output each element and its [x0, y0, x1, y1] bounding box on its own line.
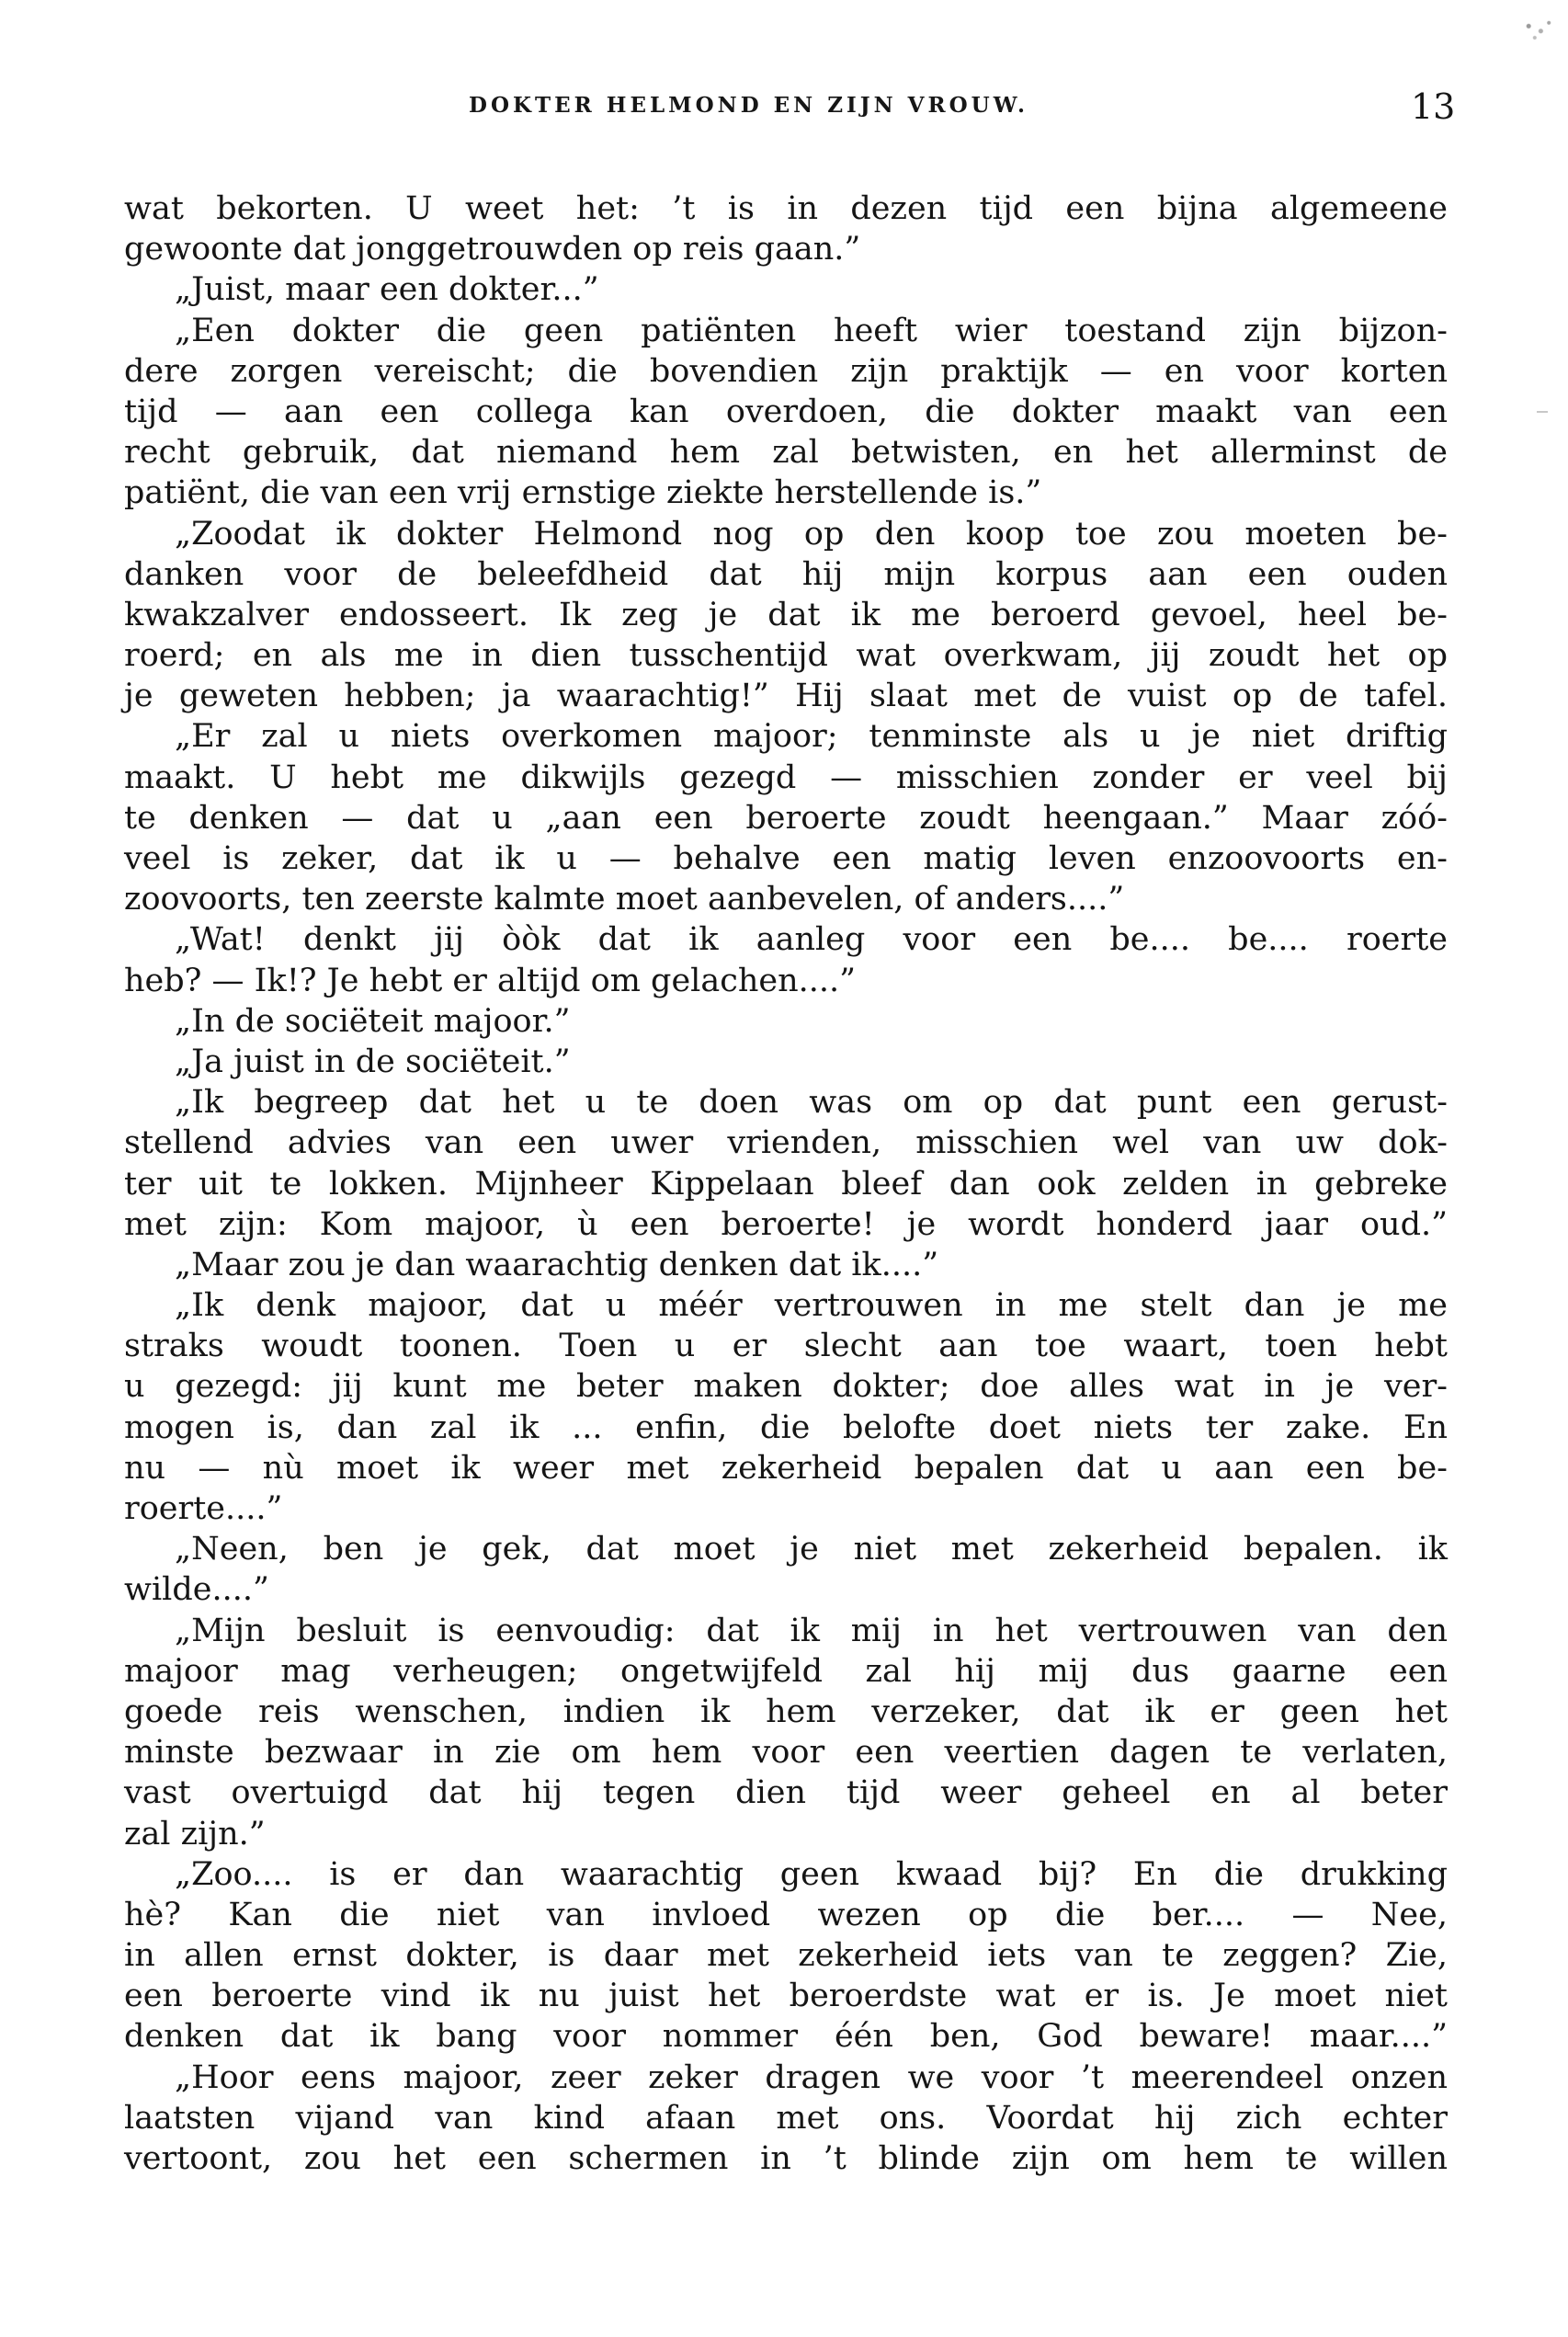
running-title: DOKTER HELMOND EN ZIJN VROUW. [469, 93, 1028, 118]
text-line: je geweten hebben; ja waarachtig!” Hij slaat met de vuist op de tafel. [124, 678, 1448, 715]
text-line: „Er zal u niets overkomen majoor; tenminste als u je niet driftig [175, 718, 1448, 756]
text-line: „Wat! denkt jij òòk dat ik aanleg voor een be.... be.... roerte [175, 921, 1448, 959]
text-line: danken voor de beleefdheid dat hij mijn korpus aan een ouden [124, 555, 1448, 593]
text-line: zal zijn.” [124, 1815, 266, 1852]
text-line: hè? Kan die niet van invloed wezen op die ber.... — Nee, [124, 1896, 1448, 1933]
text-line: „Zoo.... is er dan waarachtig geen kwaad bij? En die drukking [175, 1855, 1448, 1893]
text-line: maakt. U hebt me dikwijls gezegd — misschien zonder er veel bij [124, 758, 1448, 796]
text-line: „Ik begreep dat het u te doen was om op dat punt een gerust- [175, 1084, 1448, 1122]
print-speck [1517, 13, 1557, 46]
text-line: „Een dokter die geen patiënten heeft wier toestand zijn bijzon- [175, 312, 1448, 349]
page-number: 13 [1411, 86, 1456, 127]
text-line: „Neen, ben je gek, dat moet je niet met zekerheid bepalen. ik [175, 1531, 1448, 1568]
text-line: roerte....” [124, 1490, 283, 1527]
text-line: straks woudt toonen. Toen u er slecht aan toe waart, toen hebt [124, 1328, 1448, 1365]
text-line: „Hoor eens majoor, zeer zeker dragen we voor ’t meerendeel onzen [175, 2058, 1448, 2096]
text-line: een beroerte vind ik nu juist het beroerdste wat er is. Je moet niet [124, 1978, 1448, 2015]
text-line: in allen ernst dokter, is daar met zekerheid iets van te zeggen? Zie, [124, 1937, 1448, 1975]
text-line: ter uit te lokken. Mijnheer Kippelaan bleef dan ook zelden in gebreke [124, 1165, 1448, 1203]
text-line: „Zoodat ik dokter Helmond nog op den koop toe zou moeten be- [175, 515, 1448, 553]
body-text [124, 188, 1448, 2179]
text-line: roerd; en als me in dien tusschentijd wat overkwam, jij zoudt het op [124, 637, 1448, 675]
text-line: u gezegd: jij kunt me beter maken dokter; doe alles wat in je ver- [124, 1368, 1448, 1406]
text-line: mogen is, dan zal ik ... enfin, die belofte doet niets ter zake. En [124, 1408, 1448, 1446]
text-line: wat bekorten. U weet het: ’t is in dezen tijd een bijna algemeene [124, 190, 1448, 227]
text-line: met zijn: Kom majoor, ù een beroerte! je wordt honderd jaar oud.” [124, 1205, 1448, 1243]
text-line: „Mijn besluit is eenvoudig: dat ik mij in het vertrouwen van den [175, 1612, 1448, 1649]
text-line: nu — nù moet ik weer met zekerheid bepalen dat u aan een be- [124, 1449, 1448, 1487]
text-line: majoor mag verheugen; ongetwijfeld zal hij mij dus gaarne een [124, 1652, 1448, 1690]
text-line: denken dat ik bang voor nommer één ben, God beware! maar....” [124, 2018, 1448, 2056]
text-line: te denken — dat u „aan een beroerte zoudt heengaan.” Maar zóó- [124, 799, 1448, 837]
text-line: gewoonte dat jonggetrouwden op reis gaan.” [124, 231, 861, 268]
margin-mark [1537, 411, 1548, 413]
text-line: vertoont, zou het een schermen in ’t blinde zijn om hem te willen [124, 2140, 1448, 2177]
text-line: stellend advies van een uwer vrienden, misschien wel van uw dok- [124, 1124, 1448, 1162]
text-line: veel is zeker, dat ik u — behalve een matig leven enzoovoorts en- [124, 840, 1448, 877]
text-line: tijd — aan een collega kan overdoen, die dokter maakt van een [124, 393, 1448, 430]
text-line: vast overtuigd dat hij tegen dien tijd weer geheel en al beter [124, 1774, 1448, 1812]
text-line: patiënt, die van een vrij ernstige ziekte herstellende is.” [124, 474, 1042, 512]
text-line: „Maar zou je dan waarachtig denken dat ik....” [175, 1246, 939, 1283]
text-line: zoovoorts, ten zeerste kalmte moet aanbevelen, of anders....” [124, 881, 1125, 918]
text-line: minste bezwaar in zie om hem voor een veertien dagen te verlaten, [124, 1734, 1448, 1772]
text-line: „In de sociëteit majoor.” [175, 1002, 571, 1040]
text-line: recht gebruik, dat niemand hem zal betwisten, en het allerminst de [124, 434, 1448, 472]
text-line: „Juist, maar een dokter...” [175, 271, 599, 309]
text-line: laatsten vijand van kind afaan met ons. Voordat hij zich echter [124, 2099, 1448, 2137]
text-line: wilde....” [124, 1571, 269, 1609]
text-line: heb? — Ik!? Je hebt er altijd om gelachen....” [124, 962, 857, 999]
text-line: „Ik denk majoor, dat u méér vertrouwen in me stelt dan je me [175, 1287, 1448, 1325]
text-line: kwakzalver endosseert. Ik zeg je dat ik me beroerd gevoel, heel be- [124, 596, 1448, 633]
text-line: „Ja juist in de sociëteit.” [175, 1043, 571, 1080]
text-line: dere zorgen vereischt; die bovendien zijn praktijk — en voor korten [124, 352, 1448, 390]
text-line: goede reis wenschen, indien ik hem verzeker, dat ik er geen het [124, 1693, 1448, 1730]
